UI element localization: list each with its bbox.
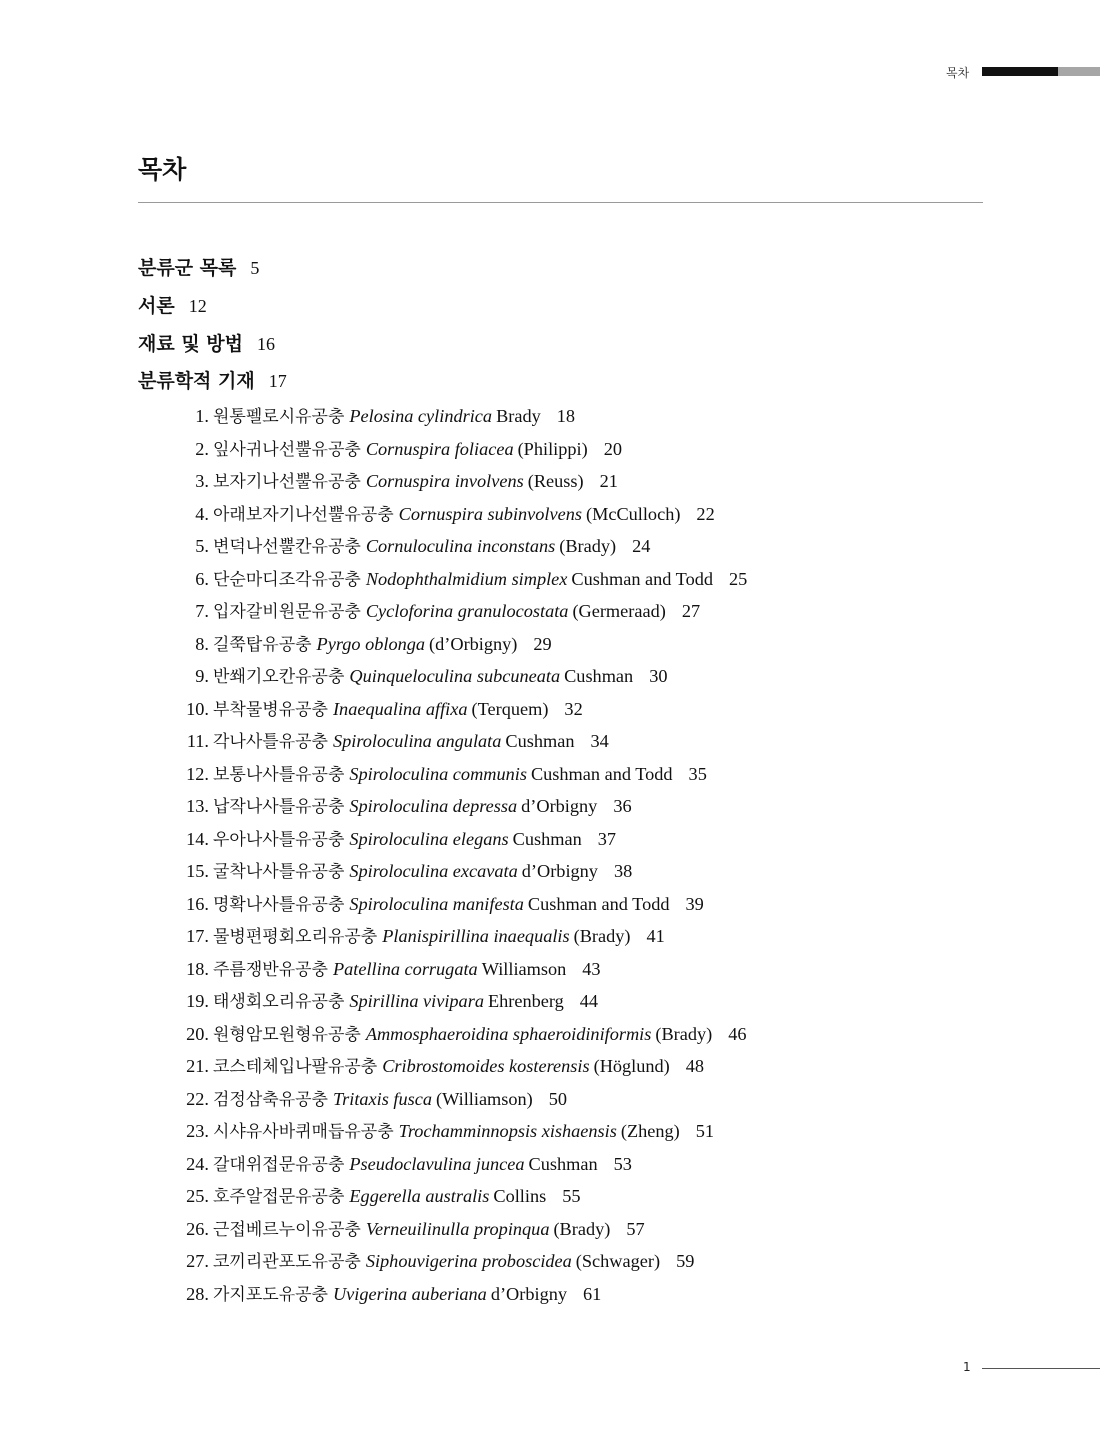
entry-author: (Brady) bbox=[553, 1218, 611, 1239]
entry-number: 17. bbox=[186, 926, 209, 946]
entry-number: 16. bbox=[186, 893, 209, 914]
header-bar-black bbox=[982, 67, 1058, 76]
entry-author: Cushman bbox=[528, 1153, 598, 1174]
entry-author: Brady bbox=[496, 406, 541, 426]
running-header-label: 목차 bbox=[946, 66, 970, 80]
entry-author: Cushman bbox=[564, 666, 634, 686]
entry-page: 35 bbox=[688, 763, 707, 784]
section-label: 재료 및 방법 bbox=[138, 332, 243, 355]
section-label: 분류학적 기재 bbox=[138, 370, 255, 393]
entry-number: 28. bbox=[186, 1283, 209, 1304]
entry-author: (Williamson) bbox=[436, 1088, 533, 1109]
entry-korean-name: 시샤유사바퀴매듭유공충 bbox=[213, 1122, 394, 1142]
entry-korean-name: 명확나사틀유공충 bbox=[213, 894, 345, 915]
entry-scientific-name: Cribrostomoides kosterensis bbox=[382, 1056, 590, 1076]
toc-section[interactable] bbox=[138, 326, 287, 364]
page-number: 1 bbox=[963, 1360, 971, 1374]
entry-author: (Germeraad) bbox=[572, 601, 666, 621]
entry-page: 46 bbox=[728, 1023, 747, 1044]
toc-entry[interactable] bbox=[175, 595, 1035, 628]
entry-number: 12. bbox=[186, 763, 209, 784]
entry-number: 18. bbox=[186, 958, 209, 979]
entry-korean-name: 반쐐기오칸유공충 bbox=[213, 667, 345, 687]
toc-entry[interactable] bbox=[175, 1180, 1035, 1213]
entry-korean-name: 코끼리관포도유공충 bbox=[213, 1252, 361, 1272]
entry-page: 22 bbox=[696, 503, 715, 524]
entry-korean-name: 단순마디조각유공충 bbox=[213, 569, 361, 590]
entry-number: 21. bbox=[186, 1056, 209, 1076]
entry-author: (Brady) bbox=[573, 926, 631, 946]
entry-scientific-name: Spiroloculina excavata bbox=[349, 861, 518, 881]
entry-scientific-name: Verneuilinulla propinqua bbox=[365, 1218, 550, 1239]
toc-entry[interactable] bbox=[175, 1018, 1035, 1051]
entry-page: 27 bbox=[681, 601, 701, 621]
entry-scientific-name: Patellina corrugata bbox=[332, 958, 478, 979]
entry-page: 44 bbox=[579, 991, 599, 1011]
entry-scientific-name: Cycloforina granulocostata bbox=[365, 601, 569, 621]
entry-number: 13. bbox=[186, 796, 209, 816]
entry-page: 59 bbox=[676, 1251, 695, 1271]
entry-korean-name: 보통나사틀유공충 bbox=[213, 764, 345, 785]
entry-author: (Höglund) bbox=[593, 1056, 670, 1076]
entry-author: (McCulloch) bbox=[585, 503, 681, 524]
entry-author: Collins bbox=[493, 1186, 547, 1206]
entry-number: 26. bbox=[186, 1218, 209, 1239]
entry-korean-name: 잎사귀나선뿔유공충 bbox=[213, 439, 361, 460]
entry-korean-name: 주름쟁반유공충 bbox=[213, 959, 328, 980]
entry-page: 32 bbox=[564, 698, 583, 719]
entry-page: 53 bbox=[613, 1153, 632, 1174]
toc-entry[interactable] bbox=[175, 920, 1035, 953]
entry-page: 57 bbox=[626, 1218, 645, 1239]
toc-entries bbox=[175, 400, 1035, 1310]
entry-author: (Terquem) bbox=[471, 698, 549, 719]
toc-section[interactable] bbox=[138, 250, 287, 288]
entry-scientific-name: Cornuspira subinvolvens bbox=[398, 503, 582, 524]
entry-number: 7. bbox=[195, 601, 209, 621]
toc-entry[interactable] bbox=[175, 400, 1035, 433]
entry-scientific-name: Trochamminnopsis xishaensis bbox=[398, 1121, 617, 1141]
entry-page: 38 bbox=[613, 861, 633, 881]
entry-korean-name: 코스테체입나팔유공충 bbox=[213, 1057, 378, 1077]
entry-page: 43 bbox=[582, 958, 601, 979]
toc-entry[interactable] bbox=[175, 1115, 1035, 1148]
entry-korean-name: 부착물병유공충 bbox=[213, 699, 328, 720]
entry-author: d’Orbigny bbox=[521, 861, 598, 881]
entry-korean-name: 각나사틀유공충 bbox=[213, 732, 328, 752]
entry-korean-name: 물병편평회오리유공충 bbox=[213, 927, 378, 947]
toc-entry[interactable] bbox=[175, 953, 1035, 986]
entry-author: Cushman bbox=[505, 731, 575, 751]
entry-number: 19. bbox=[186, 991, 209, 1011]
entry-author: Cushman and Todd bbox=[530, 763, 673, 784]
entry-number: 9. bbox=[195, 666, 209, 686]
entry-page: 29 bbox=[533, 633, 552, 654]
entry-number: 22. bbox=[186, 1088, 209, 1109]
entry-author: (Schwager) bbox=[575, 1251, 661, 1271]
entry-scientific-name: Siphouvigerina proboscidea bbox=[365, 1251, 572, 1271]
entry-page: 41 bbox=[646, 926, 665, 946]
entry-scientific-name: Cornuspira involvens bbox=[365, 471, 524, 491]
entry-scientific-name: Spiroloculina angulata bbox=[332, 731, 502, 751]
entry-korean-name: 원형암모원형유공충 bbox=[213, 1024, 361, 1045]
entry-author: (d’Orbigny) bbox=[429, 633, 518, 654]
section-page: 12 bbox=[188, 295, 207, 316]
entry-scientific-name: Uvigerina auberiana bbox=[332, 1283, 487, 1304]
toc-entry[interactable] bbox=[175, 1050, 1035, 1083]
entry-author: Cushman bbox=[512, 828, 582, 849]
entry-page: 61 bbox=[583, 1283, 602, 1304]
entry-korean-name: 가지포도유공충 bbox=[213, 1284, 328, 1305]
entry-author: Cushman and Todd bbox=[527, 893, 670, 914]
toc-section[interactable] bbox=[138, 288, 287, 326]
entry-korean-name: 갈대위접문유공충 bbox=[213, 1154, 345, 1175]
entry-page: 30 bbox=[649, 666, 668, 686]
entry-scientific-name: Spiroloculina depressa bbox=[349, 796, 518, 816]
entry-page: 55 bbox=[562, 1186, 581, 1206]
entry-author: Cushman and Todd bbox=[571, 568, 713, 589]
entry-scientific-name: Inaequalina affixa bbox=[332, 698, 468, 719]
entry-number: 27. bbox=[186, 1251, 209, 1271]
entry-number: 20. bbox=[186, 1023, 209, 1044]
section-page: 17 bbox=[268, 371, 287, 392]
entry-number: 15. bbox=[186, 861, 209, 881]
toc-entry[interactable] bbox=[175, 628, 1035, 661]
entry-scientific-name: Spiroloculina elegans bbox=[349, 828, 509, 849]
entry-korean-name: 아래보자기나선뿔유공충 bbox=[213, 504, 394, 525]
entry-scientific-name: Spirillina vivipara bbox=[349, 991, 484, 1011]
entry-page: 25 bbox=[729, 568, 748, 589]
entry-author: (Brady) bbox=[655, 1023, 713, 1044]
toc-entry[interactable] bbox=[175, 823, 1035, 856]
entry-number: 5. bbox=[195, 536, 209, 556]
toc-section[interactable] bbox=[138, 363, 287, 401]
entry-scientific-name: Pyrgo oblonga bbox=[316, 633, 426, 654]
entry-author: (Zheng) bbox=[620, 1121, 680, 1141]
entry-author: (Philippi) bbox=[517, 438, 588, 459]
toc-entry[interactable] bbox=[175, 1083, 1035, 1116]
entry-korean-name: 입자갈비원문유공충 bbox=[213, 602, 361, 622]
entry-scientific-name: Tritaxis fusca bbox=[332, 1088, 433, 1109]
entry-page: 24 bbox=[632, 536, 651, 556]
entry-korean-name: 태생회오리유공충 bbox=[213, 992, 345, 1012]
entry-number: 3. bbox=[195, 471, 209, 491]
toc-entry[interactable] bbox=[175, 758, 1035, 791]
toc-entry[interactable] bbox=[175, 465, 1035, 498]
entry-number: 4. bbox=[195, 503, 209, 524]
entry-page: 37 bbox=[597, 828, 617, 849]
entry-number: 11. bbox=[186, 731, 209, 751]
entry-korean-name: 보자기나선뿔유공충 bbox=[213, 472, 361, 492]
toc-sections bbox=[138, 250, 287, 401]
entry-number: 1. bbox=[195, 406, 209, 426]
entry-korean-name: 호주알접문유공충 bbox=[213, 1187, 345, 1207]
entry-korean-name: 납작나사틀유공충 bbox=[213, 797, 345, 817]
entry-number: 10. bbox=[186, 698, 209, 719]
entry-korean-name: 굴착나사틀유공충 bbox=[213, 862, 345, 882]
entry-page: 51 bbox=[695, 1121, 715, 1141]
entry-scientific-name: Cornuspira foliacea bbox=[365, 438, 514, 459]
entry-number: 6. bbox=[195, 568, 209, 589]
title-divider bbox=[138, 202, 983, 203]
toc-entry[interactable] bbox=[175, 693, 1035, 726]
entry-korean-name: 검정삼축유공충 bbox=[213, 1089, 328, 1110]
entry-page: 34 bbox=[590, 731, 609, 751]
toc-entry[interactable] bbox=[175, 888, 1035, 921]
toc-entry[interactable] bbox=[175, 1148, 1035, 1181]
entry-korean-name: 길쭉탑유공충 bbox=[213, 634, 312, 655]
header-bar-gray bbox=[1058, 67, 1100, 76]
entry-number: 25. bbox=[186, 1186, 209, 1206]
toc-entry[interactable] bbox=[175, 660, 1035, 693]
entry-korean-name: 근접베르누이유공충 bbox=[213, 1219, 361, 1240]
entry-number: 23. bbox=[186, 1121, 209, 1141]
entry-number: 24. bbox=[186, 1153, 209, 1174]
toc-entry[interactable] bbox=[175, 790, 1035, 823]
entry-scientific-name: Pelosina cylindrica bbox=[349, 406, 493, 426]
toc-entry[interactable] bbox=[175, 1245, 1035, 1278]
entry-author: d’Orbigny bbox=[490, 1283, 567, 1304]
entry-korean-name: 변덕나선뿔칸유공충 bbox=[213, 537, 361, 557]
entry-scientific-name: Quinqueloculina subcuneata bbox=[349, 666, 561, 686]
entry-korean-name: 원통펠로시유공충 bbox=[213, 407, 345, 427]
section-label: 분류군 목록 bbox=[138, 257, 237, 279]
entry-scientific-name: Pseudoclavulina juncea bbox=[349, 1153, 525, 1174]
footer-rule bbox=[982, 1368, 1100, 1369]
entry-author: d’Orbigny bbox=[521, 796, 598, 816]
toc-entry[interactable] bbox=[175, 433, 1035, 466]
entry-scientific-name: Nodophthalmidium simplex bbox=[365, 568, 568, 589]
entry-author: (Reuss) bbox=[527, 471, 584, 491]
entry-number: 8. bbox=[195, 633, 209, 654]
entry-scientific-name: Eggerella australis bbox=[349, 1186, 490, 1206]
entry-page: 36 bbox=[613, 796, 632, 816]
entry-page: 18 bbox=[556, 406, 576, 426]
section-page: 16 bbox=[257, 333, 275, 354]
toc-entry[interactable] bbox=[175, 1278, 1035, 1311]
entry-scientific-name: Cornuloculina inconstans bbox=[365, 536, 556, 556]
entry-scientific-name: Ammosphaeroidina sphaeroidiniformis bbox=[365, 1023, 652, 1044]
toc-entry[interactable] bbox=[175, 530, 1035, 563]
entry-number: 2. bbox=[195, 438, 209, 459]
toc-entry[interactable] bbox=[175, 985, 1035, 1018]
toc-entry[interactable] bbox=[175, 855, 1035, 888]
entry-page: 39 bbox=[685, 893, 704, 914]
entry-scientific-name: Spiroloculina communis bbox=[349, 763, 527, 784]
entry-korean-name: 우아나사틀유공충 bbox=[213, 829, 345, 850]
toc-entry[interactable] bbox=[175, 725, 1035, 758]
section-label: 서론 bbox=[138, 294, 175, 317]
entry-page: 20 bbox=[603, 438, 622, 459]
toc-entry[interactable] bbox=[175, 1213, 1035, 1246]
entry-author: Williamson bbox=[481, 958, 567, 979]
entry-number: 14. bbox=[186, 828, 209, 849]
entry-scientific-name: Planispirillina inaequalis bbox=[382, 926, 570, 946]
entry-scientific-name: Spiroloculina manifesta bbox=[349, 893, 524, 914]
entry-author: Ehrenberg bbox=[487, 991, 564, 1011]
entry-page: 21 bbox=[599, 471, 618, 491]
toc-entry[interactable] bbox=[175, 498, 1035, 531]
entry-page: 50 bbox=[548, 1088, 568, 1109]
section-page: 5 bbox=[250, 258, 260, 278]
toc-entry[interactable] bbox=[175, 563, 1035, 596]
page-title: 목차 bbox=[138, 155, 187, 184]
entry-author: (Brady) bbox=[559, 536, 617, 556]
entry-page: 48 bbox=[685, 1056, 705, 1076]
